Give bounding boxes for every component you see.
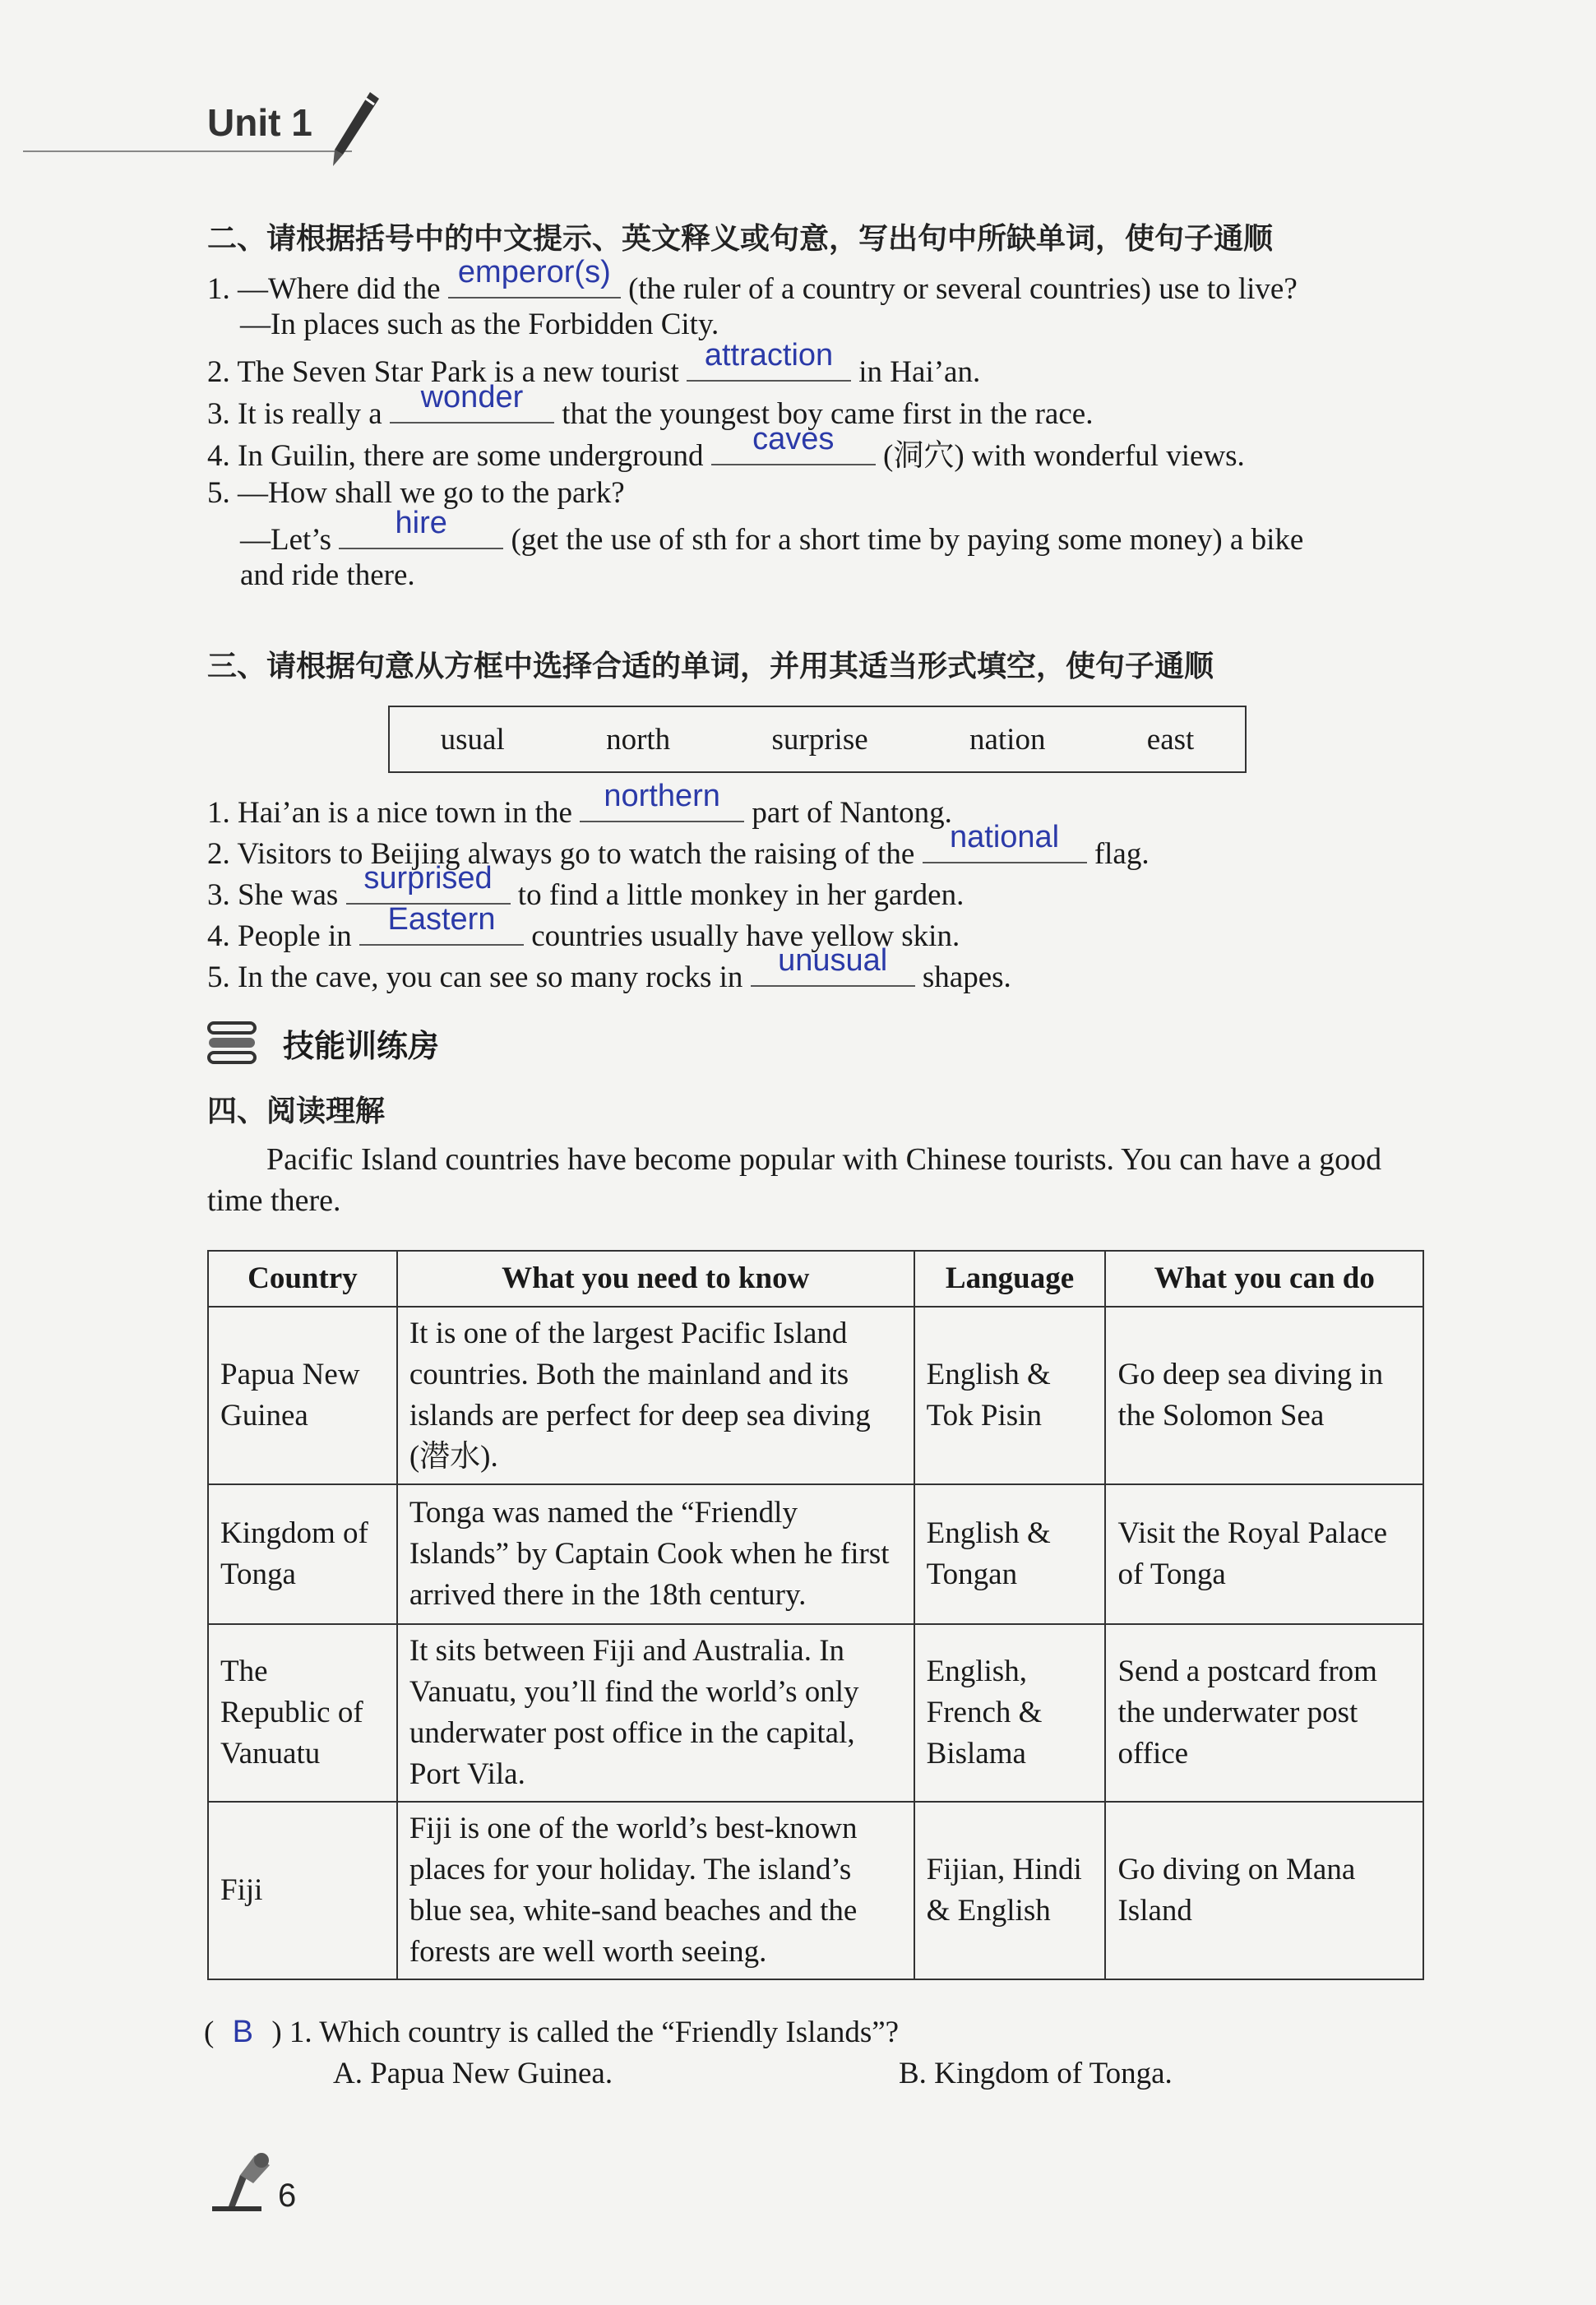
table-row	[208, 1484, 1423, 1624]
table-header: What you need to know	[397, 1251, 914, 1307]
cell-country: The Republic of Vanuatu	[208, 1624, 397, 1802]
table-header: Country	[208, 1251, 397, 1307]
unit-title: Unit 1	[207, 101, 312, 144]
header-rule	[23, 150, 352, 152]
s3-q4-blank[interactable]	[359, 902, 524, 946]
s2-q4: 4. In Guilin, there are some underground caves (洞穴) with wonderful views.	[207, 422, 1245, 473]
cell-language: English & Tok Pisin	[914, 1307, 1106, 1484]
s3-q5: 5. In the cave, you can see so many rocks in unusual shapes.	[207, 943, 1011, 994]
s3-q1: 1. Hai’an is a nice town in the northern part of Nantong.	[207, 779, 952, 830]
s3-q5-blank[interactable]	[751, 943, 915, 987]
cell-do: Go diving on Mana Island	[1105, 1802, 1423, 1979]
lamp-icon	[204, 2150, 278, 2216]
s3-q3-answer: surprised	[363, 861, 493, 896]
s3-q3: 3. She was surprised to find a little monkey in her garden.	[207, 861, 965, 912]
s2-q2-answer: attraction	[704, 338, 834, 373]
s2-q5-answer: hire	[395, 506, 447, 540]
cell-do: Visit the Royal Palace of Tonga	[1105, 1484, 1423, 1624]
word-box	[388, 706, 1247, 773]
reading-intro: Pacific Island countries have become popular with Chinese tourists. You can have a good time there.	[207, 1142, 1382, 1218]
word-box-item: east	[1146, 722, 1195, 757]
cell-know: It sits between Fiji and Australia. In Vanuatu, you’ll find the world’s only underwater post office in the capital, Port Vila.	[397, 1624, 914, 1802]
cell-country: Fiji	[208, 1802, 397, 1979]
section3-title: 三、请根据句意从方框中选择合适的单词，并用其适当形式填空，使句子通顺	[207, 650, 1214, 683]
option-a[interactable]: A. Papua New Guinea.	[333, 2057, 613, 2090]
table-row	[208, 1802, 1423, 1979]
word-box-item: north	[606, 722, 671, 757]
s3-q2-answer: national	[950, 820, 1060, 854]
s3-q1-answer: northern	[604, 779, 720, 813]
table-header-row	[208, 1251, 1423, 1307]
skills-heading: 技能训练房	[207, 1020, 439, 1066]
s2-q1-blank[interactable]	[448, 255, 621, 299]
question-1: ( B ) 1. Which country is called the “Friendly Islands”?	[204, 2015, 900, 2049]
pacific-islands-table	[207, 1250, 1424, 1980]
cell-country: Papua New Guinea	[208, 1307, 397, 1484]
s2-q4-blank[interactable]	[711, 422, 876, 465]
cell-know: Tonga was named the “Friendly Islands” by Captain Cook when he first arrived there in the 18th century.	[397, 1484, 914, 1624]
section4-title: 四、阅读理解	[207, 1095, 386, 1128]
s2-q3-blank[interactable]	[390, 380, 554, 424]
s2-q5-blank[interactable]	[339, 506, 503, 549]
s2-q5-reply: —Let’s hire (get the use of sth for a short time by paying some money) a bike	[240, 506, 1304, 557]
question-1-text: 1. Which country is called the “Friendly Islands”?	[289, 2016, 900, 2049]
cell-do: Go deep sea diving in the Solomon Sea	[1105, 1307, 1423, 1484]
word-box-item: usual	[440, 722, 505, 757]
s2-q3-answer: wonder	[420, 380, 524, 414]
s3-q5-answer: unusual	[778, 943, 888, 978]
table-header: Language	[914, 1251, 1106, 1307]
s2-q5-cont: and ride there.	[240, 558, 415, 592]
s2-q1: 1. —Where did the emperor(s) (the ruler of a country or several countries) use to live?	[207, 255, 1298, 306]
cell-language: Fijian, Hindi & English	[914, 1802, 1106, 1979]
table-header: What you can do	[1105, 1251, 1423, 1307]
page-number: 6	[278, 2178, 297, 2214]
s2-q2-blank[interactable]	[687, 338, 851, 382]
pen-icon	[325, 90, 382, 169]
cell-do: Send a postcard from the underwater post office	[1105, 1624, 1423, 1802]
s2-q1-answer: emperor(s)	[457, 255, 611, 289]
s2-q4-answer: caves	[752, 422, 835, 456]
s3-q2: 2. Visitors to Beijing always go to watch the raising of the national flag.	[207, 820, 1150, 871]
cell-language: English, French & Bislama	[914, 1624, 1106, 1802]
option-b[interactable]: B. Kingdom of Tonga.	[899, 2057, 1173, 2090]
table-row	[208, 1307, 1423, 1484]
s2-q5: 5. —How shall we go to the park?	[207, 476, 625, 510]
cell-know: It is one of the largest Pacific Island countries. Both the mainland and its islands are perfect for deep sea diving (潜水).	[397, 1307, 914, 1484]
cell-language: English & Tongan	[914, 1484, 1106, 1624]
book-stack-icon	[207, 1020, 258, 1066]
s3-q3-blank[interactable]	[346, 861, 511, 905]
s2-q2: 2. The Seven Star Park is a new tourist attraction in Hai’an.	[207, 338, 981, 389]
cell-country: Kingdom of Tonga	[208, 1484, 397, 1624]
question-1-answer[interactable]: B	[232, 2015, 253, 2049]
word-box-item: nation	[969, 722, 1046, 757]
s3-q4: 4. People in Eastern countries usually have yellow skin.	[207, 902, 960, 953]
word-box-item: surprise	[771, 722, 868, 757]
s3-q2-blank[interactable]	[923, 820, 1087, 863]
cell-know: Fiji is one of the world’s best-known places for your holiday. The island’s blue sea, white-sand beaches and the forests are well worth seeing.	[397, 1802, 914, 1979]
s2-q3: 3. It is really a wonder that the youngest boy came first in the race.	[207, 380, 1094, 431]
s2-q1-reply: —In places such as the Forbidden City.	[240, 308, 719, 341]
table-row	[208, 1624, 1423, 1802]
s3-q4-answer: Eastern	[387, 902, 496, 937]
section2-title: 二、请根据括号中的中文提示、英文释义或句意，写出句中所缺单词，使句子通顺	[207, 222, 1274, 256]
s3-q1-blank[interactable]	[580, 779, 744, 822]
